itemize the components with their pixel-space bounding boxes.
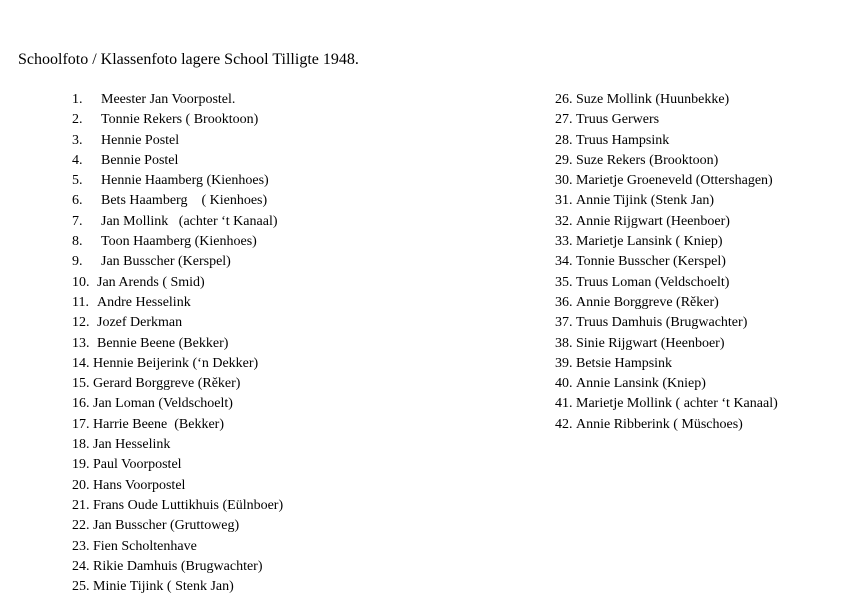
item-number: 3. (72, 132, 83, 148)
item-number: 32. (555, 213, 573, 229)
list-item (72, 476, 283, 496)
list-item (555, 90, 778, 110)
item-name: Bennie Postel (101, 152, 179, 168)
item-name: Paul Voorpostel (93, 457, 182, 473)
list-item (555, 394, 778, 414)
item-name: Harrie Beene (Bekker) (93, 416, 224, 432)
item-name: Minie Tijink ( Stenk Jan) (93, 579, 234, 595)
item-name: Suze Mollink (Huunbekke) (576, 92, 730, 107)
list-item (72, 90, 283, 110)
item-number: 38. (555, 335, 573, 351)
item-name: Marietje Lansink ( Kniep) (576, 234, 723, 250)
list-item (555, 354, 778, 374)
list-item (72, 151, 283, 171)
item-name: Marietje Mollink ( achter ‘t Kanaal) (576, 396, 778, 412)
item-number: 25. (72, 579, 90, 595)
item-number: 6. (72, 193, 83, 209)
item-name: Jan Arends ( Smid) (97, 274, 205, 290)
item-number: 13. (72, 335, 90, 351)
names-list-left (72, 90, 283, 597)
list-item (72, 537, 283, 557)
item-name: Gerard Borggreve (Rěker) (93, 376, 241, 392)
item-name: Frans Oude Luttikhuis (Eülnboer) (93, 497, 284, 513)
list-item (72, 394, 283, 414)
list-item (555, 334, 778, 354)
item-number: 26. (555, 92, 573, 107)
list-item (555, 131, 778, 151)
item-name: Truus Gerwers (576, 112, 660, 128)
item-name: Truus Hampsink (576, 132, 670, 148)
item-number: 33. (555, 234, 573, 250)
list-item (72, 557, 283, 577)
item-name: Jan Loman (Veldschoelt) (93, 396, 233, 412)
item-name: Annie Ribberink ( Müschoes) (576, 416, 743, 432)
item-number: 34. (555, 254, 573, 270)
item-number: 8. (72, 234, 83, 250)
list-item (555, 293, 778, 313)
item-name: Rikie Damhuis (Brugwachter) (93, 558, 263, 574)
item-name: Tonnie Busscher (Kerspel) (576, 254, 726, 270)
item-number: 28. (555, 132, 573, 148)
list-item (72, 212, 283, 232)
item-name: Jan Hesselink (93, 437, 171, 453)
list-item (72, 354, 283, 374)
item-name: Suze Rekers (Brooktoon) (576, 152, 719, 168)
item-name: Sinie Rijgwart (Heenboer) (576, 335, 725, 351)
item-name: Fien Scholtenhave (93, 538, 197, 554)
list-item (72, 171, 283, 191)
list-item (72, 496, 283, 516)
item-number: 36. (555, 294, 573, 310)
item-number: 20. (72, 477, 90, 493)
names-list-right (555, 90, 778, 435)
list-item (555, 273, 778, 293)
list-item (72, 415, 283, 435)
list-item (555, 151, 778, 171)
list-item (72, 232, 283, 252)
list-item (72, 293, 283, 313)
item-name: Jan Mollink (achter ‘t Kanaal) (101, 213, 278, 229)
list-item (555, 171, 778, 191)
item-number: 21. (72, 497, 90, 513)
item-name: Hennie Postel (101, 132, 180, 148)
item-name: Annie Borggreve (Rěker) (576, 294, 719, 310)
item-name: Jan Busscher (Kerspel) (101, 254, 231, 270)
item-name: Jan Busscher (Gruttoweg) (93, 518, 240, 534)
item-name: Jozef Derkman (97, 315, 183, 331)
item-number: 14. (72, 355, 90, 371)
list-item (555, 110, 778, 130)
item-name: Truus Loman (Veldschoelt) (576, 274, 730, 290)
list-item (72, 334, 283, 354)
list-item (72, 131, 283, 151)
item-number: 17. (72, 416, 90, 432)
list-item (555, 212, 778, 232)
page-title: Schoolfoto / Klassenfoto lagere School Tilligte 1948. (18, 51, 359, 68)
list-item (555, 191, 778, 211)
item-number: 15. (72, 376, 90, 392)
item-number: 2. (72, 112, 83, 128)
list-item (72, 273, 283, 293)
item-name: Hennie Haamberg (Kienhoes) (101, 173, 269, 189)
item-name: Annie Tijink (Stenk Jan) (576, 193, 715, 209)
item-name: Annie Rijgwart (Heenboer) (576, 213, 730, 229)
list-item (72, 252, 283, 272)
item-name: Bennie Beene (Bekker) (97, 335, 229, 351)
item-number: 27. (555, 112, 573, 128)
item-number: 24. (72, 558, 90, 574)
item-name: Hennie Beijerink (‘n Dekker) (93, 355, 259, 371)
item-number: 11. (72, 294, 89, 310)
list-item (72, 374, 283, 394)
item-number: 37. (555, 315, 573, 331)
item-number: 35. (555, 274, 573, 290)
item-name: Toon Haamberg (Kienhoes) (101, 234, 257, 250)
item-number: 41. (555, 396, 573, 412)
list-item (72, 313, 283, 333)
item-number: 40. (555, 376, 573, 392)
item-number: 30. (555, 173, 573, 189)
list-item (72, 110, 283, 130)
list-item (555, 415, 778, 435)
list-item (555, 232, 778, 252)
item-name: Truus Damhuis (Brugwachter) (576, 315, 748, 331)
list-item (72, 577, 283, 597)
list-item (555, 374, 778, 394)
item-number: 10. (72, 274, 90, 290)
list-item (72, 191, 283, 211)
item-name: Hans Voorpostel (93, 477, 186, 493)
list-item (72, 435, 283, 455)
item-number: 18. (72, 437, 90, 453)
item-number: 1. (72, 92, 83, 107)
item-number: 19. (72, 457, 90, 473)
item-name: Meester Jan Voorpostel. (101, 92, 236, 107)
list-item (72, 455, 283, 475)
item-number: 12. (72, 315, 90, 331)
item-number: 4. (72, 152, 83, 168)
item-number: 5. (72, 173, 83, 189)
list-item (72, 516, 283, 536)
item-number: 9. (72, 254, 83, 270)
item-name: Marietje Groeneveld (Ottershagen) (576, 173, 773, 189)
item-name: Annie Lansink (Kniep) (576, 376, 706, 392)
item-name: Betsie Hampsink (576, 355, 673, 371)
item-number: 23. (72, 538, 90, 554)
item-number: 22. (72, 518, 90, 534)
list-item (555, 252, 778, 272)
item-name: Andre Hesselink (97, 294, 191, 310)
list-item (555, 313, 778, 333)
item-number: 42. (555, 416, 573, 432)
item-name: Bets Haamberg ( Kienhoes) (101, 193, 268, 209)
item-number: 7. (72, 213, 83, 229)
item-number: 16. (72, 396, 90, 412)
item-number: 29. (555, 152, 573, 168)
item-number: 39. (555, 355, 573, 371)
item-name: Tonnie Rekers ( Brooktoon) (101, 112, 259, 128)
item-number: 31. (555, 193, 573, 209)
